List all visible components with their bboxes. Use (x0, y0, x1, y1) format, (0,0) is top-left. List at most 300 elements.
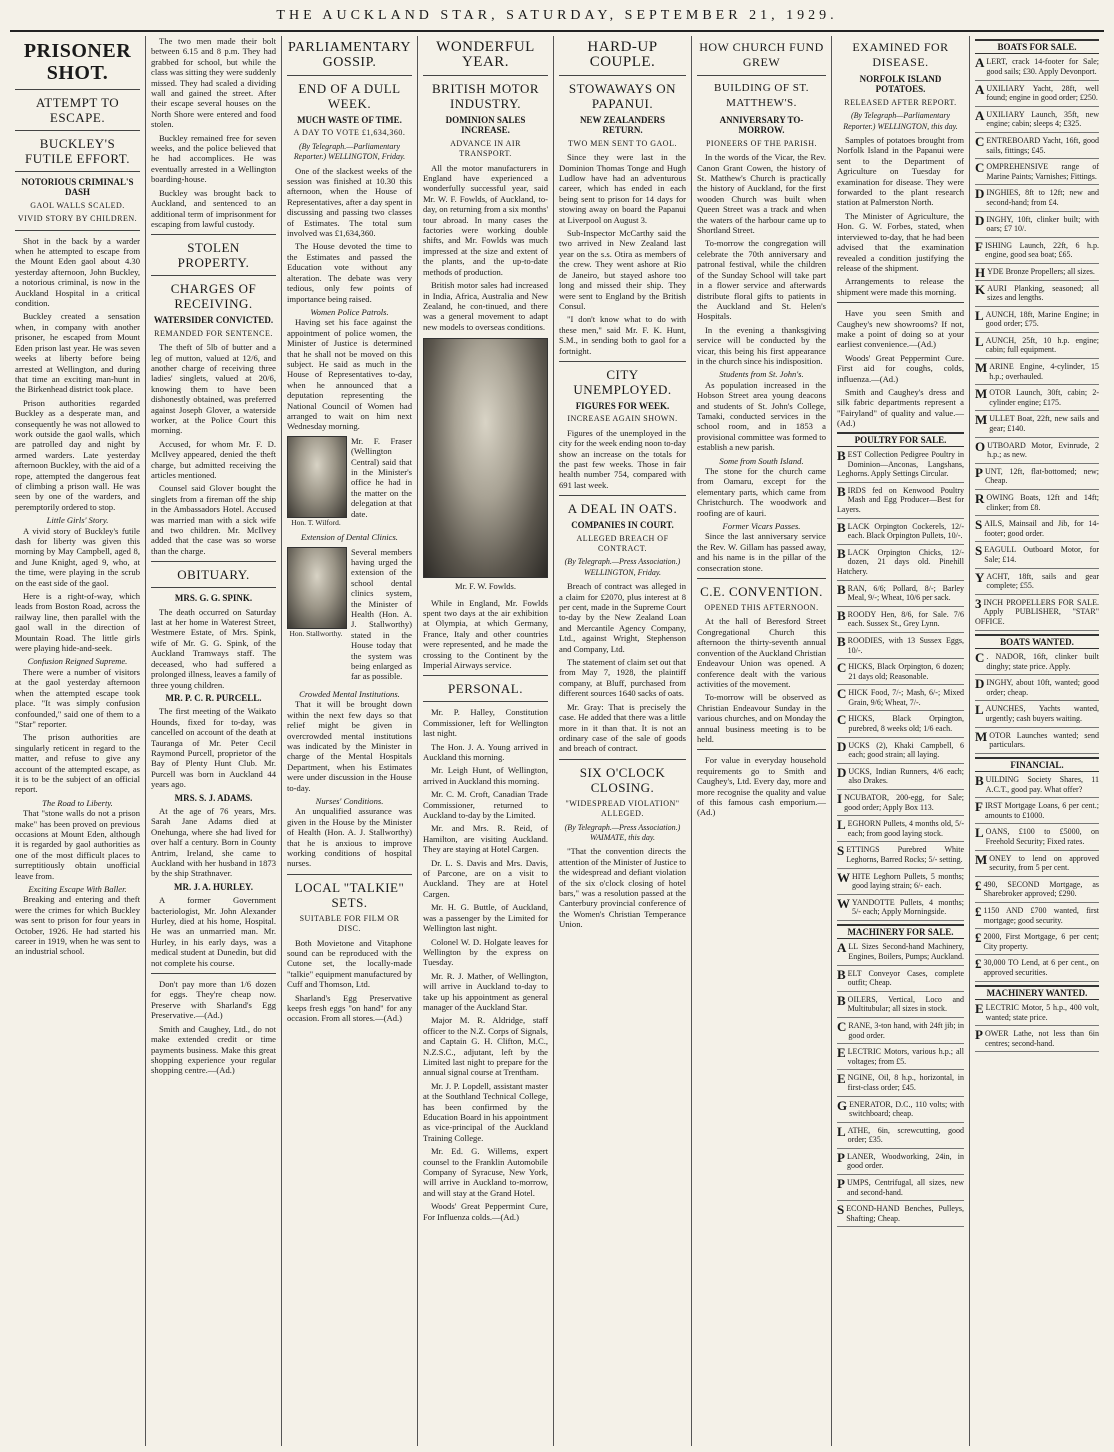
divider (975, 489, 1099, 490)
classified-text: 2000, First Mortgage, 6 per cent; City property. (983, 932, 1099, 951)
photo-caption: Hon. Stallworthy. (289, 628, 343, 638)
paragraph: A former Government bacteriologist, Mr. John Alexander Hurley, died at his home, Hospital. He was an unmarried man. Mr. Hurley, in his early days, was a medical student at Dunedin, but did not complete his course. (151, 895, 276, 968)
classified-ad (837, 688, 964, 707)
classified-text: LERT, crack 14-footer for Sale; good sails; £30. Apply Devonport. (986, 57, 1099, 76)
deck: NEW ZEALANDERS RETURN. (579, 115, 666, 136)
drop-cap: P (975, 464, 983, 480)
classified-ad (837, 519, 964, 541)
drop-cap: L (975, 307, 984, 323)
divider (975, 332, 1099, 333)
column-3 (282, 36, 418, 1446)
deck: ATTEMPT TO ESCAPE. (35, 95, 120, 125)
divider (423, 701, 548, 702)
deck: ADVANCE IN AIR TRANSPORT. (450, 138, 521, 159)
drop-cap: B (837, 483, 846, 499)
classified-ad (975, 545, 1099, 564)
paragraph: Figures of the unemployed in the city for the week ending noon to-day show an increase on the totals for the past few weeks. Those in fair health number 754, compared with 691 last week. (559, 427, 686, 490)
divider (837, 868, 964, 869)
classified-ad (837, 764, 964, 786)
subheading: Some from South Island. (719, 455, 804, 466)
subheading: Confusion Reigned Supreme. (27, 656, 128, 667)
paragraph: The two men made their bolt between 6.15 and 8 p.m. They had grabbed for school, but while the class was sitting they were suddenly missed. They had scaled a dividing wall and gained the street. After their escape several houses on the North Shore were entered and food stolen. (151, 36, 276, 130)
divider (975, 410, 1099, 411)
classified-ad (837, 607, 964, 629)
inset-portrait-stallworthy (287, 547, 412, 685)
divider (837, 1017, 964, 1018)
subheading: Little Girls' Story. (46, 515, 109, 526)
drop-cap: C (975, 133, 985, 149)
dateline: (By Telegraph.—Press Association.) WELLINGTON, Friday. (564, 557, 681, 577)
classified-ad (837, 483, 964, 515)
subheading: Women Police Patrols. (310, 306, 389, 317)
paragraph: Both Movietone and Vitaphone sound can be reproduced with the Cutone set, the locally-made "talkie" equipment manufactured by Cuff and Thomson, Ltd. (287, 937, 412, 990)
headline-examined-for-disease: EXAMINED FOR DISEASE. (852, 40, 949, 69)
deck: SUITABLE FOR FILM OR DISC. (299, 913, 400, 934)
paragraph: Since they were last in the Dominion Thomas Tonge and Hugh Ludlow have had an adventurous career, which has ended in each being sent to prison for 14 days for stowing away on board the Papanui at Liverpool on August 3. (559, 152, 686, 225)
divider (975, 902, 1099, 903)
classified-text: UXILIARY Launch, 35ft, new engine; cabin; sleeps 4; £325. (986, 109, 1099, 129)
classified-ad (975, 414, 1099, 433)
classified-ad (975, 281, 1099, 303)
deck: ANNIVERSARY TO-MORROW. (719, 115, 804, 136)
drop-cap: M (975, 728, 988, 744)
deck: VIVID STORY BY CHILDREN. (17, 214, 138, 224)
classified-text: INGHY, about 10ft, wanted; good order; cheap. (986, 678, 1099, 697)
drop-cap: M (975, 412, 988, 428)
subheading: Students from St. John's. (719, 369, 804, 380)
classified-text: ARINE Engine, 4-cylinder, 15 h.p.; overhauled. (989, 362, 1099, 381)
paragraph: Breach of contract was alleged in a claim for £2070, plus interest at 8 per cent, made in the Supreme Court to-day by the New Zealand Loan and Mercantile Agency Company, Ltd., against Wright, Stephenson and Company, Ltd. (559, 581, 686, 654)
paragraph: Mr. C. M. Croft, Canadian Trade Commissioner, returned to Auckland to-day by the Limited. (423, 789, 548, 821)
paragraph: Buckley was brought back to Auckland, and sentenced to an additional term of imprisonment for escaping from lawful custody. (151, 187, 276, 229)
paragraph: Sub-Inspector McCarthy said the two arrived in New Zealand last year on the s.s. Otira as members of the crew. They went ashore at Rio de Janeiro, but stayed ashore too long and missed their ship. They were sent to England by the British Consul. (559, 228, 686, 311)
divider (287, 75, 412, 76)
classified-ad (837, 738, 964, 760)
paragraph: To-morrow will be observed as Christian Endeavour Sunday in the various churches, and on Monday the annual business meeting is to be held. (697, 692, 826, 744)
drop-cap: L (837, 817, 846, 833)
classified-text: INCH PROPELLERS FOR SALE. Apply PUBLISHER, "STAR" OFFICE. (975, 597, 1099, 626)
paragraph: Accused, for whom Mr. F. D. McIlvey appeared, denied the theft charge, but admitted receiving the articles mentioned. (151, 438, 276, 480)
subheading: Former Vicars Passes. (722, 521, 801, 532)
dateline: (By Telegraph.—Parliamentary Reporter.) WELLINGTON, Friday. (293, 141, 406, 162)
classified-text: ELT Conveyor Cases, complete outfit; Cheap. (847, 968, 964, 988)
classified-ad (837, 714, 964, 733)
headline-church-fund: HOW CHURCH FUND GREW (699, 40, 824, 69)
column-4 (418, 36, 554, 1446)
classified-ad (975, 212, 1099, 234)
drop-cap: C (975, 649, 985, 665)
drop-cap: £ (975, 904, 982, 920)
classified-heading: MACHINERY WANTED. (975, 985, 1099, 1000)
drop-cap: A (837, 940, 847, 956)
classified-ad (837, 1073, 964, 1092)
advertisement: Don't pay more than 1/6 dozen for eggs. They're cheap now. Preserve with Sharland's Egg Preservative.—(Ad.) (151, 979, 276, 1021)
classified-text: AURI Planking, seasoned; all sizes and lengths. (987, 283, 1099, 303)
divider (423, 75, 548, 76)
headline-personal: PERSONAL. (448, 681, 523, 697)
classified-ad (975, 133, 1099, 155)
classified-text: OWER Lathe, not less than 6in centres; second-hand. (984, 1029, 1099, 1048)
divider (837, 580, 964, 581)
drop-cap: E (975, 1001, 984, 1016)
paragraph: Several members having urged the extension of the school dental clinics system, the Minister of Health (Hon. A. J. Stallworthy) stated in the House today that the system was being enlarged as far as possible. (351, 546, 412, 682)
deck: COMPANIES IN COURT. (571, 520, 674, 531)
classified-ad (975, 932, 1099, 951)
drop-cap: E (837, 1071, 846, 1087)
divider (837, 1043, 964, 1044)
classified-text: HICKS, Black Orpington, purebred, 8 weeks old; 1/6 each. (848, 714, 964, 734)
photo-caption: Hon. T. Wilford. (291, 517, 341, 527)
divider (975, 541, 1099, 542)
divider (151, 973, 276, 974)
classified-text: ENERATOR, D.C., 110 volts; with switchboard; cheap. (849, 1099, 964, 1119)
divider (837, 658, 964, 659)
divider (559, 495, 686, 496)
classified-text: HICK Food, 7/-; Mash, 6/-; Mixed Grain, 9/6; Wheat, 7/-. (848, 688, 964, 707)
paragraph: An unqualified assurance was given in the House by the Minister of Health (Hon. A. J. Stallworthy) that he is anxious to improve working conditions of hospital nurses. (287, 806, 412, 869)
drop-cap: P (837, 1149, 845, 1165)
divider (837, 544, 964, 545)
classified-text: EAGULL Outboard Motor, for Sale; £14. (984, 545, 1099, 564)
deck: BUILDING OF ST. MATTHEW'S. (714, 82, 809, 109)
classified-text: OWING Boats, 12ft and 14ft; clinker; from £8. (986, 493, 1099, 512)
divider (559, 759, 686, 760)
classified-ad (837, 662, 964, 681)
photo-caption: Mr. F. W. Fowlds. (455, 581, 516, 592)
deck: REMANDED FOR SENTENCE. (154, 328, 273, 338)
drop-cap: B (837, 966, 846, 982)
headline-ce-convention: C.E. CONVENTION. (700, 584, 823, 600)
classified-text: 30,000 TO Lend, at 6 per cent., on approved securities. (983, 958, 1099, 977)
classified-text: AILS, Mainsail and Jib, for 14-footer; good order. (984, 519, 1099, 538)
drop-cap: B (837, 581, 846, 597)
classified-list-financial (975, 775, 1099, 982)
divider (975, 306, 1099, 307)
drop-cap: L (975, 825, 984, 841)
divider (697, 75, 826, 76)
advertisement: Smith and Caughey's dress and silk fabric departments represent a "Fairyland" of quality and value.—(Ad.) (837, 386, 964, 429)
divider (697, 578, 826, 579)
divider (975, 568, 1099, 569)
paragraph: The Hon. J. A. Young arrived in Auckland this morning. (423, 741, 548, 762)
classified-ad (975, 333, 1099, 355)
newspaper-columns (10, 36, 1106, 1446)
classified-text: ENTREBOARD Yacht, 16ft, good sails, fittings; £45. (986, 135, 1099, 155)
drop-cap: S (837, 1202, 845, 1218)
paragraph: Arrangements to release the shipment were made this morning. (837, 276, 964, 297)
paragraph: There were a number of visitors at the gaol yesterday afternoon when the attempted escape took place. "It was simply confusion confounded," said one of them to a "Star" reporter. (15, 666, 140, 729)
drop-cap: H (975, 264, 986, 280)
classified-text: OTOR Launch, 30ft, cabin; 2-cylinder engine; £175. (989, 388, 1099, 407)
classified-text: ETTINGS Purebred White Leghorns, Barred Rocks; 5/- setting. (846, 845, 964, 864)
classified-ad (975, 362, 1099, 381)
paragraph: The first meeting of the Waikato Hounds, fixed for to-day, was cancelled on account of the death at Tauranga of Mr. Peter Cecil Raymond Purcell, proprietor of the Bay of Plenty Hunt Club. Mr. Purcell was born in Auckland 44 years ago. (151, 706, 276, 790)
classified-list-machinery (837, 942, 964, 1227)
classified-ad (837, 869, 964, 891)
divider (837, 991, 964, 992)
paragraph: All the motor manufacturers in England have experienced a wonderfully successful year, said Mr. W. F. Fowlds, of Auckland, to-day, on returning from a six months' tour abroad. In many cases the factories were working double shifts, and Mr. Fowlds was much impressed at the size and extent of the plants, and the up-to-date methods of production. (423, 162, 548, 277)
classified-ad (975, 958, 1099, 977)
divider (975, 463, 1099, 464)
classified-text: UILDING Society Shares, 11 A.C.T., good pay. What offer? (985, 775, 1099, 794)
classified-text: UTBOARD Motor, Evinrude, 2 h.p.; as new. (987, 440, 1099, 460)
headline-parliamentary-gossip: PARLIAMENTARY GOSSIP. (287, 40, 412, 70)
paragraph: Shot in the back by a warder when he attempted to escape from the Mount Eden gaol about 4.30 yesterday afternoon, John Buckley, a notorious criminal, is now in the Auckland Hospital in a critical condition. (15, 235, 140, 309)
divider (975, 928, 1099, 929)
divider (423, 675, 548, 676)
divider (837, 1148, 964, 1149)
divider (837, 684, 964, 685)
paragraph: As population increased in the Hobson Street area young deacons and students of St. John's College, Tamaki, conducted services in the school room, and in 1853 a provisional committee was formed to establish a new parish. (697, 379, 826, 453)
classified-ad (975, 827, 1099, 846)
classified-text: IRST Mortgage Loans, 6 per cent.; amounts to £1000. (984, 801, 1099, 820)
divider (837, 815, 964, 816)
headline-city-unemployed: CITY UNEMPLOYED. (573, 366, 672, 397)
divider (287, 874, 412, 875)
divider (975, 80, 1099, 81)
drop-cap: D (837, 738, 847, 754)
column-5 (554, 36, 692, 1446)
divider (975, 594, 1099, 595)
classified-text: HICKS, Black Orpington, 6 dozen; 21 days old; Reasonable. (848, 662, 964, 681)
subheading: Exciting Escape With Baller. (28, 884, 127, 894)
classified-list-boats (975, 57, 1099, 630)
divider (837, 841, 964, 842)
classified-ad (975, 464, 1099, 486)
classified-text: INGHY, 10ft, clinker built; with oars; £7 10/. (986, 214, 1099, 234)
deck: END OF A DULL WEEK. (298, 81, 401, 111)
paragraph: Mr. Gray: That is precisely the case. He added that there was a little more in it than that. It is not an ordinary case of the sale of goods and breach of contract. (559, 701, 686, 754)
paragraph: The statement of claim set out that from May 7, 1928, the plaintiff company, at Bluff, purchased from different sources 1640 sacks of oats. (559, 657, 686, 699)
subheading: Nurses' Conditions. (315, 795, 384, 806)
paragraph: The House devoted the time to the Estimates and passed the Education vote without any alteration. The debate was very tedious, only few points of importance being raised. (287, 241, 412, 304)
classified-ad (837, 450, 964, 479)
classified-ad (975, 649, 1099, 671)
deck: CHARGES OF RECEIVING. (170, 281, 257, 312)
divider (975, 850, 1099, 851)
divider (151, 587, 276, 588)
paragraph: Samples of potatoes brought from Norfolk Island in the Papanui were sent to the Department of Agriculture on Tuesday for examination for disease. They were forwarded to the plant research station at Palmerston North. (837, 135, 964, 208)
column-6 (692, 36, 832, 1446)
drop-cap: P (975, 1027, 983, 1043)
classified-text: NGINE, Oil, 8 h.p., horizontal, in first-class order; £45. (847, 1073, 964, 1092)
classified-ad (975, 569, 1099, 591)
paragraph: Mr. H. G. Buttle, of Auckland, was a passenger by the Limited for Wellington last night. (423, 902, 548, 934)
deck: GAOL WALLS SCALED. (30, 200, 125, 210)
paragraph: In the evening a thanksgiving service will be conducted by the vicar, this being his first appearance in the church since his indisposition. (697, 324, 826, 366)
classified-list-boats-wanted (975, 649, 1099, 754)
paragraph: Dr. L. S. Davis and Mrs. Davis, of Parcone, are on a visit to Auckland. They are at Hotel Cargen. (423, 857, 548, 899)
paragraph: Mr. J. P. Lopdell, assistant master at the Southland Technical College, has been confirmed by the Education Board in his appointment as vice-principal of the Auckland Training College. (423, 1080, 548, 1143)
classified-ad (975, 81, 1099, 103)
paragraph: At the hall of Beresford Street Congregational Church this afternoon the thirty-seventh annual convention of the Auckland Christian Endeavour Union was opened. A conference dealt with the various activities of the movement. (697, 616, 826, 689)
advertisement: For value in everyday household requirements go to Smith and Caughey's, Ltd. Every day, more and more recognise the quality and value of this famous cash emporium.—(Ad.) (697, 755, 826, 818)
paragraph: British motor sales had increased in India, Africa, Australia and New Zealand, he con-tinued, and there was a general movement to adapt new models to overseas conditions. (423, 280, 548, 332)
headline-obituary: OBITUARY. (177, 567, 250, 583)
paragraph: Mr. and Mrs. R. Reid, of Hamilton, are visiting Auckland. They are staying at Hotel Cargen. (423, 823, 548, 855)
column-7 (832, 36, 970, 1446)
classified-text: YANDOTTE Pullets, 4 months; 5/- each; Apply Morningside. (852, 897, 964, 917)
classified-ad (975, 678, 1099, 697)
deck: STOWAWAYS ON PAPANUI. (568, 81, 677, 111)
divider (975, 132, 1099, 133)
classified-ad (975, 238, 1099, 260)
divider (837, 894, 964, 895)
classified-list-poultry (837, 450, 964, 921)
drop-cap: W (837, 869, 850, 885)
drop-cap: £ (975, 956, 982, 972)
column-1 (10, 36, 146, 1446)
classified-text: ROODIES, with 13 Sussex Eggs, 10/-. (847, 635, 964, 655)
classified-text: LECTRIC Motors, various h.p.; all voltages; from £5. (847, 1047, 964, 1066)
divider (975, 797, 1099, 798)
drop-cap: M (975, 360, 988, 376)
paragraph: To-morrow the congregation will celebrate the 70th anniversary and patronal festival, while the children of the Sunday School will take part in a flower service and afterwards distribute floral gifts to patients in the Auckland and St. Helen's Hospitals. (697, 238, 826, 322)
inset-portrait-wilford (287, 436, 412, 528)
deck: NOTORIOUS CRIMINAL'S DASH (21, 177, 134, 198)
divider (975, 437, 1099, 438)
classified-text: EGHORN Pullets, 4 months old, 5/- each; from good laying stock. (847, 819, 964, 838)
drop-cap: D (975, 186, 985, 202)
drop-cap: D (837, 764, 847, 780)
drop-cap: S (837, 843, 845, 859)
classified-text: IRDS fed on Kenwood Poultry Mash and Egg Producer—Best for Layers. (837, 485, 964, 514)
advertisement: Smith and Caughey, Ltd., do not make extended credit or time payments business. Make this great shopping experience your regular shopping centre.—(Ad.) (151, 1023, 276, 1076)
paragraph: The stone for the church came from Oamaru, except for the elementary parts, which came from Christchurch. The woodwork and roofing are of kauri. (697, 466, 826, 518)
classified-text: ACHT, 18ft, sails and gear complete; £55. (986, 571, 1099, 591)
classified-text: LECTRIC Motor, 5 h.p., 400 volt, wanted; state price. (985, 1003, 1099, 1022)
paragraph: Mr. Leigh Hunt, of Wellington, arrived in Auckland this morning. (423, 765, 548, 786)
drop-cap: D (975, 212, 985, 228)
divider (975, 981, 1099, 982)
paragraph: Mr. Ed. G. Willems, expert counsel to the Franklin Automobile Company of Syracuse, New York, will arrive in Auckland to-morrow, and will stay at the Grand Hotel. (423, 1146, 548, 1198)
drop-cap: C (837, 660, 847, 676)
classified-text: ECOND-HAND Benches, Pulleys, Shafting; Cheap. (846, 1204, 964, 1223)
drop-cap: 3 (975, 595, 982, 611)
classified-ad (975, 307, 1099, 329)
divider (975, 280, 1099, 281)
divider (975, 106, 1099, 107)
paragraph: Since the last anniversary service the Rev. W. Gillam has passed away, and his name is in the pillar of the consecration stone. (697, 531, 826, 573)
classified-ad (837, 1178, 964, 1197)
classified-ad (975, 188, 1099, 207)
drop-cap: F (975, 238, 983, 254)
drop-cap: L (837, 1123, 846, 1139)
classified-ad (837, 545, 964, 577)
paragraph: Buckley remained free for seven weeks, and the police believed that he had accomplices. He was eventually arrested in a Wellington boarding-house. (151, 132, 276, 185)
classified-text: LACK Orpington Chicks, 12/- dozen, 21 days old. Pinehill Hatchery. (837, 547, 964, 576)
classified-ad (837, 1149, 964, 1171)
divider (975, 753, 1099, 754)
classified-ad (975, 906, 1099, 925)
deck: BUCKLEY'S FUTILE EFFORT. (25, 136, 130, 166)
drop-cap: W (837, 895, 850, 911)
classified-text: . NADOR, 16ft, clinker built dinghy; state price. Apply. (986, 651, 1099, 671)
drop-cap: P (837, 1176, 845, 1192)
classified-text: RAN, 6/6; Pollard, 8/-; Barley Meal, 9/-; Wheat, 10/6 per sack. (847, 583, 964, 603)
drop-cap: B (837, 519, 846, 535)
drop-cap: D (975, 676, 985, 692)
divider (837, 482, 964, 483)
classified-heading: BOATS WANTED. (975, 634, 1099, 649)
classified-ad (837, 895, 964, 917)
divider (975, 823, 1099, 824)
drop-cap: C (837, 1018, 847, 1034)
drop-cap: S (975, 517, 983, 533)
subheading: The Road to Liberty. (42, 797, 113, 808)
classified-ad (975, 728, 1099, 750)
paragraph: While in England, Mr. Fowlds spent two days at the air exhibition at Olympia, at which Germany, France, Italy and other countries were represented, and he made the crossing to the Continent by the Imperial Airways service. (423, 597, 548, 670)
divider (837, 632, 964, 633)
classified-text: LL Sizes Second-hand Machinery, Engines, Boilers, Pumps; Auckland. (848, 942, 964, 961)
advertisement: Woods' Great Peppermint Cure. First aid for coughs, colds, influenza.—(Ad.) (837, 352, 964, 384)
classified-ad (975, 519, 1099, 538)
classified-ad (975, 877, 1099, 899)
divider (837, 763, 964, 764)
classified-text: ULLET Boat, 22ft, new sails and gear; £140. (989, 414, 1099, 434)
classified-ad (975, 851, 1099, 873)
divider (837, 920, 964, 921)
paragraph: One of the slackest weeks of the session was finished at 10.30 this afternoon, when the House of Representatives, after a day spent in discussing and passing two classes of Estimates. The total sum involved was £1,634,360. (287, 165, 412, 239)
classified-text: ONEY to lend on approved security, from 5 per cent. (989, 853, 1099, 873)
paragraph: "That the convention directs the attention of the Minister of Justice to the widespread and defiant violation of the six o'clock closing of hotel bars," was a resolution passed at the Canterbury provincial conference of the Women's Christian Temperance Union. (559, 846, 686, 930)
drop-cap: £ (975, 930, 982, 946)
deck: "WIDESPREAD VIOLATION" ALLEGED. (565, 798, 680, 819)
divider (975, 184, 1099, 185)
divider (975, 876, 1099, 877)
classified-ad (837, 819, 964, 838)
classified-text: AUNCHES, Yachts wanted, urgently; cash buyers waiting. (985, 704, 1099, 723)
drop-cap: B (837, 607, 846, 623)
deck: NORFOLK ISLAND POTATOES. (859, 74, 942, 95)
paragraph: Having set his face against the appointment of police women, the Minister of Justice is determined that he shall not be moved on this subject. He said as much in the House of Representatives to-day, when he announced that a deputation representing the National Council of Women had arranged to wait on him next Wednesday morning. (287, 317, 412, 432)
classified-ad (975, 1003, 1099, 1022)
divider (975, 1025, 1099, 1026)
classified-text: LACK Orpington Cockerels, 12/- each. Black Orpington Pullets, 10/-. (847, 521, 964, 541)
divider (15, 89, 140, 90)
headline-hard-up-couple: HARD-UP COUPLE. (587, 39, 658, 70)
paragraph: The death occurred on Saturday last at her home in Waterest Street, Westmere Estate, of Mrs. Spink, wife of Mr. G. G. Spink, of the Auckland Tramways staff. The deceased, who had suffered a prolonged illness, leaves a family of three young children. (151, 606, 276, 690)
classified-ad (975, 1029, 1099, 1048)
subheading: MRS. S. J. ADAMS. (174, 792, 253, 803)
paragraph: Breaking and entering and theft were the crimes for which Buckley was sent to prison for four years in October, 1926. He had started his career in 1919, when he was sent to an industrial school. (15, 894, 140, 957)
portrait-figure (287, 547, 347, 685)
drop-cap: R (975, 491, 985, 506)
portrait-photo-fowlds (423, 338, 548, 578)
divider (559, 361, 686, 362)
classified-ad (975, 595, 1099, 627)
paragraph: Mr. F. Fraser (Wellington Central) said that in the Minister's office he had in the matter on the delegation at that date. (351, 435, 412, 519)
deck: MUCH WASTE OF TIME. (297, 115, 402, 125)
divider (151, 234, 276, 235)
classified-ad (837, 793, 964, 812)
divider (151, 275, 276, 276)
classified-heading: BOATS FOR SALE. (975, 39, 1099, 54)
paragraph: Major M. R. Aldridge, staff officer to the N.Z. Corps of Signals, and Captain G. H. Clifton, M.C., N.Z.S.C., adjutant, left by the Limited last night to prepare for the annual signal course at Trentham. (423, 1015, 548, 1078)
subheading: Crowded Mental Institutions. (299, 688, 400, 699)
classified-text: 490, SECOND Mortgage, as Sharebroker approved; £290. (983, 879, 1099, 899)
deck: PIONEERS OF THE PARISH. (705, 138, 818, 148)
drop-cap: A (975, 55, 985, 71)
divider (837, 789, 964, 790)
classified-text: OILERS, Vertical, Loco and Multitubular; all sizes in stock. (847, 994, 964, 1014)
paragraph: That it will be brought down within the next few days so that relief might be given in overcrowded mental institutions was indicated by the Minister in charge of the Mental Hospitals Department, when his Estimates were under discussion in the House to-day. (287, 699, 412, 793)
classified-text: YDE Bronze Propellers; all sizes. (987, 266, 1095, 276)
divider (837, 965, 964, 966)
classified-text: AUNCH, 25ft, 10 h.p. engine; cabin; full equipment. (985, 335, 1099, 355)
divider (975, 700, 1099, 701)
portrait-figure (287, 436, 347, 528)
